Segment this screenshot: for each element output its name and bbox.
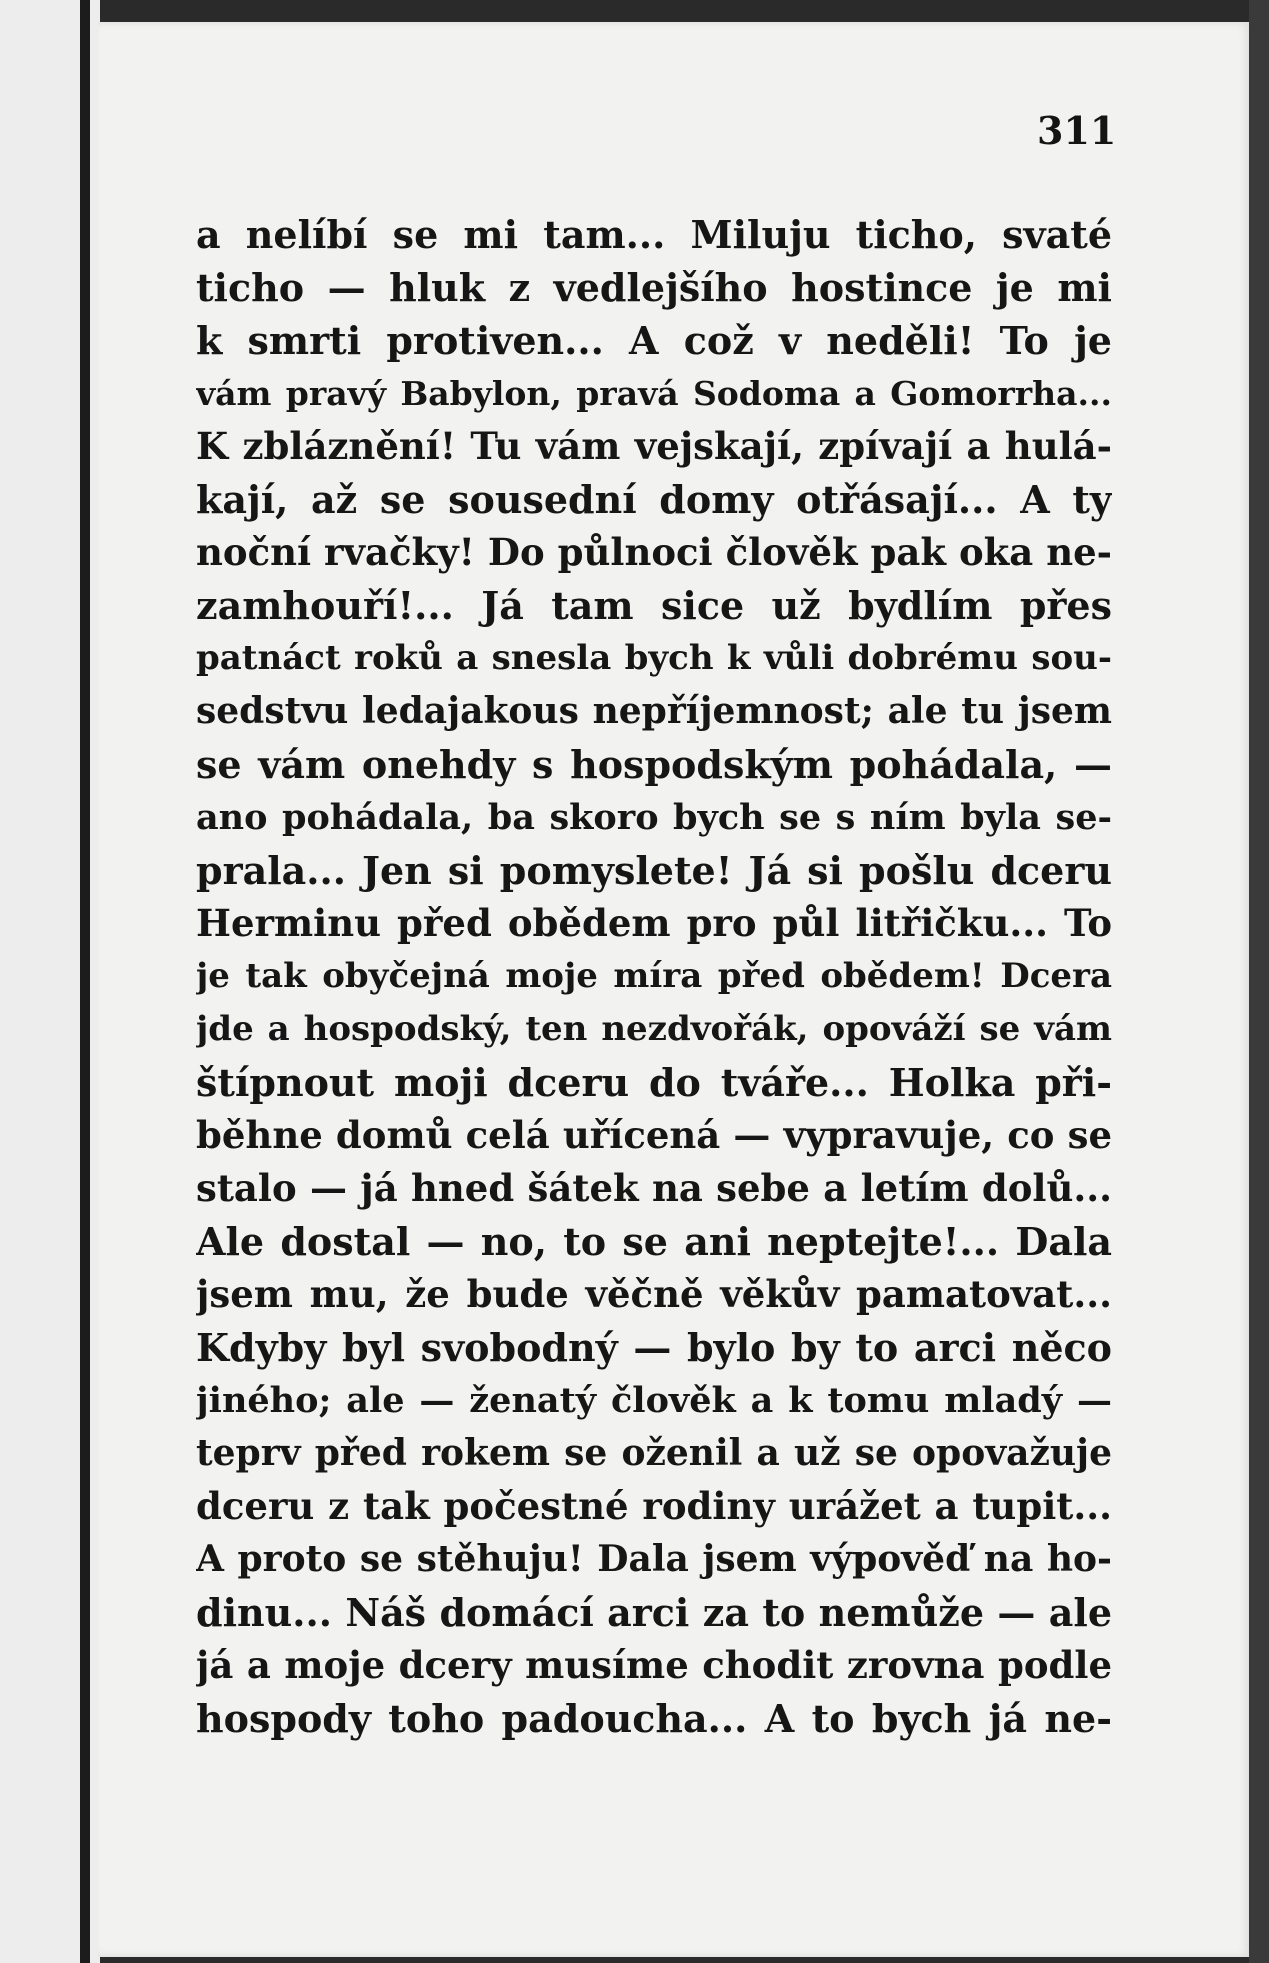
text-line: jiného; ale — ženatý člověk a k tomu mladý — (196, 1380, 1112, 1421)
text-line: jde a hospodský, ten nezdvořák, opováží se vám (196, 1009, 1112, 1049)
text-line: A proto se stěhuju! Dala jsem výpověď na ho- (196, 1538, 1112, 1580)
text-line: běhne domů celá uřícená — vypravuje, co se (196, 1113, 1112, 1157)
body-text (196, 208, 1112, 1745)
text-line: zamhouří!... Já tam sice už bydlím přes (196, 583, 1112, 628)
text-line: je tak obyčejná moje míra před obědem! Dcera (196, 956, 1112, 996)
text-line: ano pohádala, ba skoro bych se s ním byla se- (196, 797, 1112, 838)
text-line: stalo — já hned šátek na sebe a letím dolů... (196, 1166, 1112, 1210)
text-line: štípnout moji dceru do tváře... Holka při- (196, 1060, 1112, 1105)
text-line: kají, až se sousední domy otřásají... A ty (196, 477, 1112, 522)
text-line: k smrti protiven... A což v neděli! To je (196, 318, 1112, 363)
text-line: vám pravý Babylon, pravá Sodoma a Gomorrha... (196, 374, 1112, 413)
book-gutter (80, 0, 90, 1963)
text-line: ticho — hluk z vedlejšího hostince je mi (196, 265, 1112, 310)
text-line: prala... Jen si pomyslete! Já si pošlu dceru (196, 848, 1112, 893)
text-line: dinu... Náš domácí arci za to nemůže — ale (196, 1590, 1112, 1635)
text-line: teprv před rokem se oženil a už se opovažuje (196, 1432, 1112, 1474)
text-line: sedstvu ledajakous nepříjemnost; ale tu jsem (196, 690, 1112, 732)
text-line: patnáct roků a snesla bych k vůli dobrému sou- (196, 638, 1112, 678)
text-line: Kdyby byl svobodný — bylo by to arci něco (196, 1325, 1112, 1370)
text-line: jsem mu, že bude věčně věkův pamatovat... (196, 1272, 1112, 1316)
text-line: noční rvačky! Do půlnoci člověk pak oka ne- (196, 530, 1112, 574)
text-line: a nelíbí se mi tam... Miluju ticho, svaté (196, 212, 1112, 257)
text-line: dceru z tak počestné rodiny urážet a tupit... (196, 1484, 1112, 1528)
page-number: 311 (1037, 108, 1117, 153)
text-line: hospody toho padoucha... A to bych já ne- (196, 1696, 1112, 1741)
text-line: se vám onehdy s hospodským pohádala, — (196, 742, 1112, 787)
text-line: já a moje dcery musíme chodit zrovna podle (196, 1643, 1112, 1687)
text-line: K zbláznění! Tu vám vejskají, zpívají a hulá- (196, 424, 1112, 468)
text-line: Ale dostal — no, to se ani neptejte!... Dala (196, 1219, 1112, 1264)
text-line: Herminu před obědem pro půl litřičku... To (196, 901, 1112, 945)
page-shadow-edge (1249, 0, 1269, 1963)
